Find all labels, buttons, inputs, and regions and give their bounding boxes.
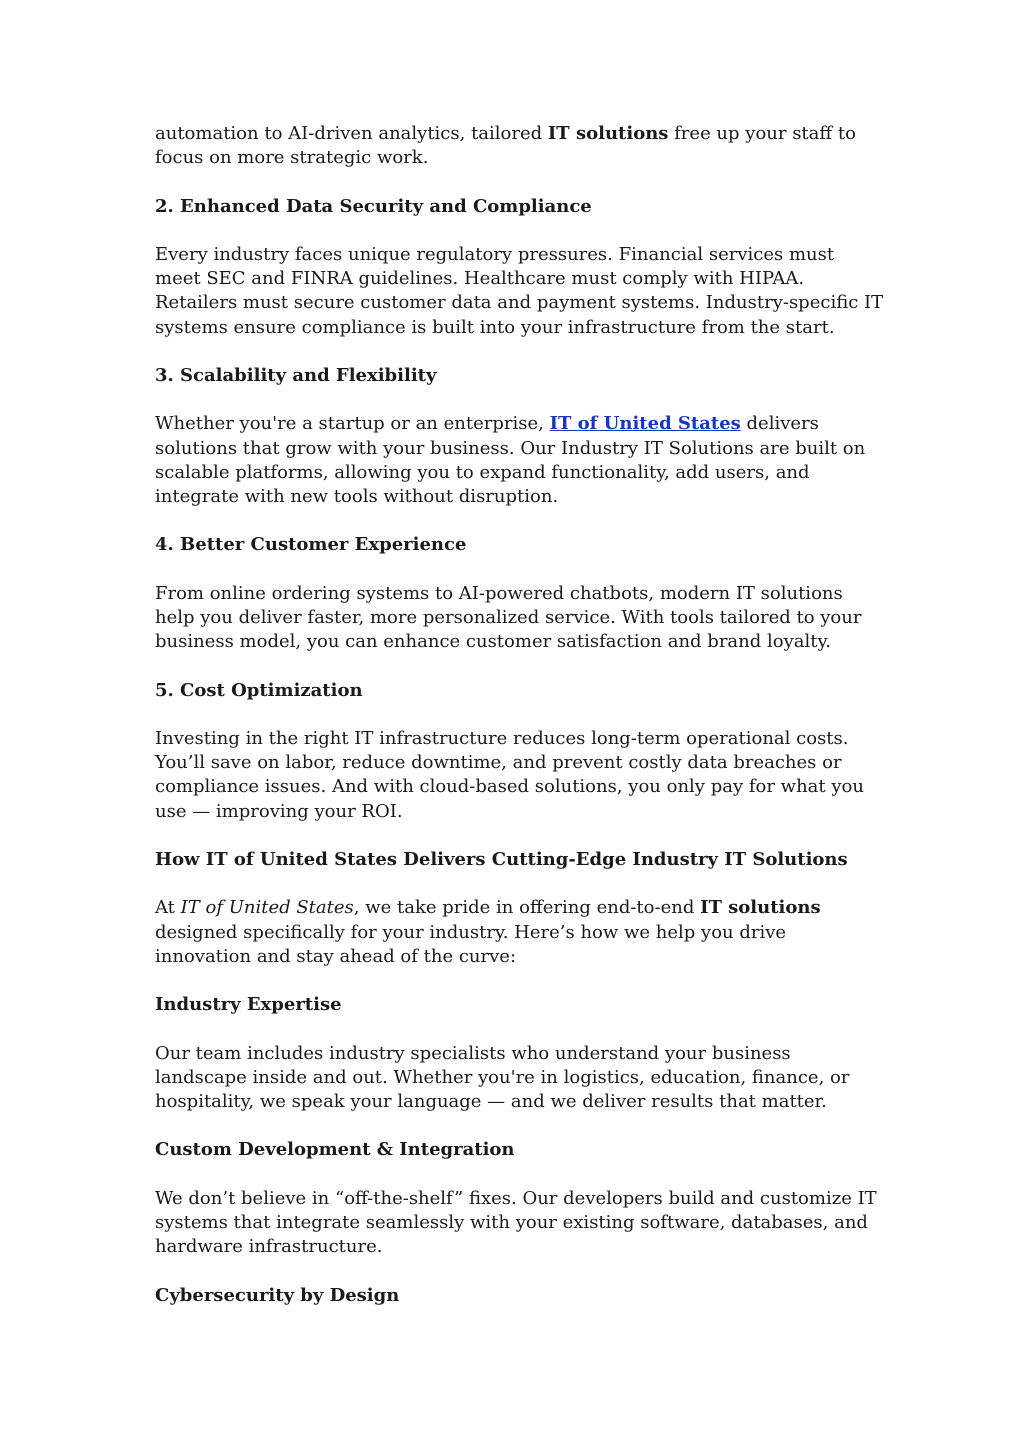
bold-it-solutions-2: IT solutions bbox=[700, 897, 821, 919]
custom-heading: Custom Development & Integration bbox=[155, 1139, 515, 1161]
section3-heading: 3. Scalability and Flexibility bbox=[155, 364, 437, 386]
section2-heading: 2. Enhanced Data Security and Compliance bbox=[155, 195, 592, 217]
how-heading: How IT of United States Delivers Cutting-Edge Industry IT Solutions bbox=[155, 848, 848, 870]
section3-body: Whether you're a startup or an enterprise, IT of United States delivers solutions that grow with your business. Our Industry IT Solutions are built on scalable platforms, allowing you to expand functionality, add users, and integrate with new tools without disruption. bbox=[155, 413, 866, 507]
bold-it-solutions: IT solutions bbox=[547, 123, 669, 144]
custom-body: We don’t believe in “off-the-shelf” fixes. Our developers build and customize IT systems that integrate seamlessly with your existing software, databases, and hardware infrastructure. bbox=[155, 1187, 877, 1258]
section5-body: Investing in the right IT infrastructure reduces long-term operational costs. You’ll save on labor, reduce downtime, and prevent costly data breaches or compliance issues. And with cloud-based solutions, you only pay for what you use — improving your ROI. bbox=[155, 727, 864, 822]
it-of-united-states-link[interactable]: IT of United States bbox=[549, 413, 741, 435]
intro-paragraph: automation to AI-driven analytics, tailored IT solutions free up your staff to focus on more strategic work. bbox=[155, 123, 856, 169]
expertise-heading: Industry Expertise bbox=[155, 994, 342, 1016]
section4-heading: 4. Better Customer Experience bbox=[155, 534, 467, 556]
section5-heading: 5. Cost Optimization bbox=[155, 679, 363, 701]
document-page bbox=[155, 122, 885, 1332]
italic-company-name: IT of United States bbox=[180, 897, 354, 919]
section2-body: Every industry faces unique regulatory pressures. Financial services must meet SEC and FINRA guidelines. Healthcare must comply with HIPAA. Retailers must secure customer data and payment systems. Industry-specific IT systems ensure compliance is built into your infrastructure from the start. bbox=[155, 243, 884, 338]
cyber-heading: Cybersecurity by Design bbox=[155, 1284, 400, 1306]
expertise-body: Our team includes industry specialists who understand your business landscape inside and out. Whether you're in logistics, education, finance, or hospitality, we speak your language — and we deliver results that matter. bbox=[155, 1042, 850, 1112]
section4-body: From online ordering systems to AI-powered chatbots, modern IT solutions help you deliver faster, more personalized service. With tools tailored to your business model, you can enhance customer satisfaction and brand loyalty. bbox=[155, 582, 862, 653]
how-body: At IT of United States, we take pride in offering end-to-end IT solutions designed specifically for your industry. Here’s how we help you drive innovation and stay ahead of the curve: bbox=[155, 897, 821, 967]
